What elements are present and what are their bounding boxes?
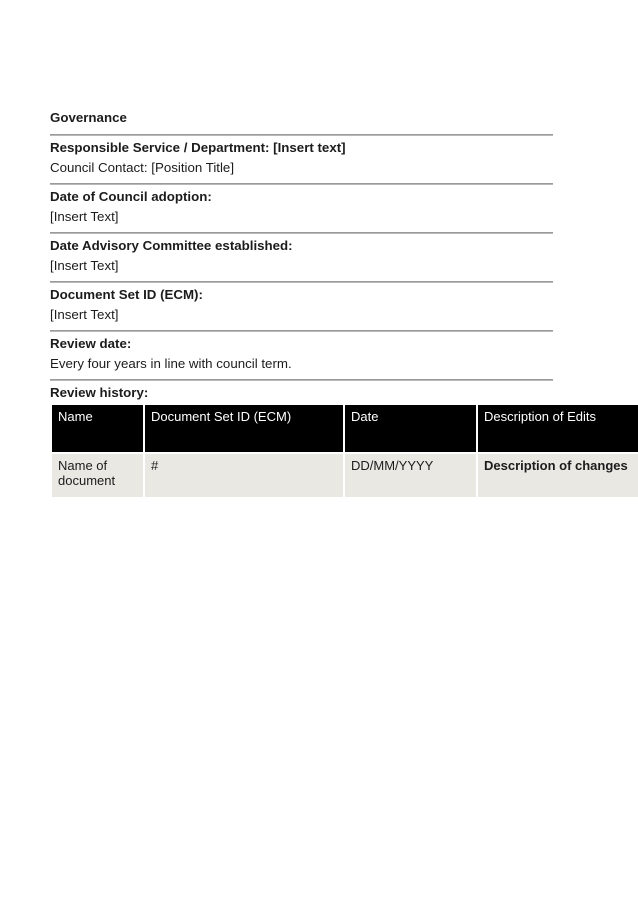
horizontal-rule [50, 183, 553, 185]
horizontal-rule [50, 379, 553, 381]
section-responsible-service [50, 140, 589, 185]
section-value: [Insert Text] [50, 209, 119, 224]
section-value: Every four years in line with council term. [50, 356, 292, 371]
table-cell-date: DD/MM/YYYY [344, 453, 477, 498]
horizontal-rule [50, 281, 553, 283]
table-header-name: Name [51, 404, 144, 453]
horizontal-rule [50, 232, 553, 234]
document-body [50, 110, 628, 499]
table-header-ecm: Document Set ID (ECM) [144, 404, 344, 453]
section-title: Responsible Service / Department: [Insert text] [50, 140, 346, 155]
review-history-table [50, 403, 638, 499]
horizontal-rule [50, 330, 553, 332]
section-council-adoption [50, 189, 589, 234]
section-advisory-committee [50, 238, 589, 283]
section-title: Date of Council adoption: [50, 189, 212, 204]
section-value: [Insert Text] [50, 307, 119, 322]
governance-heading: Governance [50, 110, 127, 125]
table-header-date: Date [344, 404, 477, 453]
table-cell-ecm: # [144, 453, 344, 498]
section-value: Council Contact: [Position Title] [50, 160, 235, 175]
table-header-description: Description of Edits [477, 404, 638, 453]
section-document-set-id [50, 287, 589, 332]
section-title: Review date: [50, 336, 132, 351]
section-title: Date Advisory Committee established: [50, 238, 293, 253]
section-value: [Insert Text] [50, 258, 119, 273]
table-header-row [51, 404, 638, 453]
section-title: Document Set ID (ECM): [50, 287, 203, 302]
table-row [51, 453, 638, 498]
section-review-date [50, 336, 589, 381]
table-cell-description: Description of changes [477, 453, 638, 498]
horizontal-rule [50, 134, 553, 136]
table-cell-name: Name of document [51, 453, 144, 498]
review-history-label: Review history: [50, 385, 149, 400]
